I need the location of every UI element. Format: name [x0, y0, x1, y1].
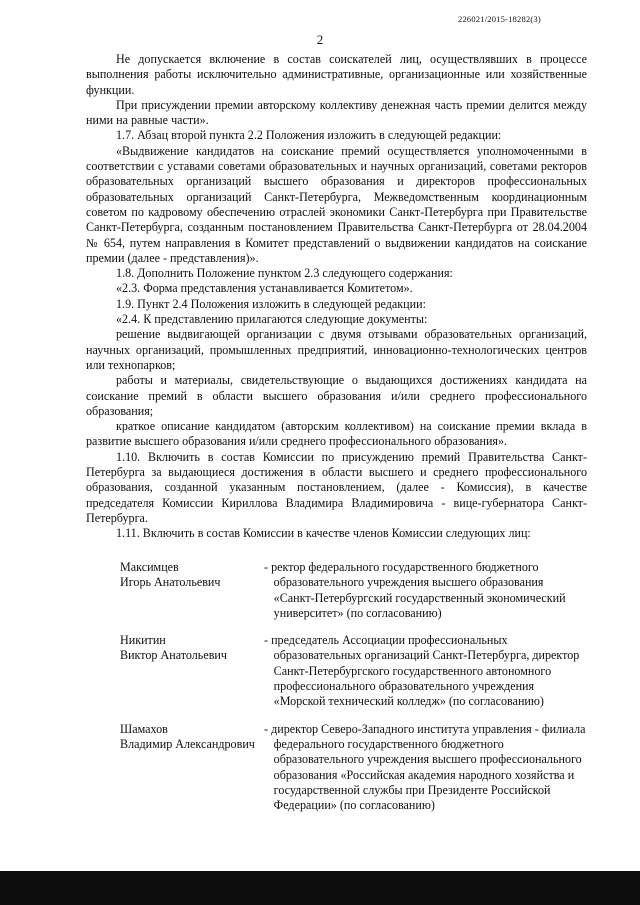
- member-role: - ректор федерального государственного бюджетного образовательного учреждения высшего образования «Санкт-Петербургский государственный экономический университет» (по согласованию): [264, 560, 587, 621]
- paragraph: 1.7. Абзац второй пункта 2.2 Положения изложить в следующей редакции:: [116, 128, 502, 143]
- member-entry: [86, 722, 587, 814]
- member-entry: [86, 633, 587, 709]
- paragraph: решение выдвигающей организации с двумя отзывами образовательных организаций, научных организаций, промышленных предприятий, инновационно-технологических центров или технопарков;: [86, 327, 587, 372]
- paragraph: 1.8. Дополнить Положение пунктом 2.3 следующего содержания:: [116, 266, 453, 281]
- member-surname: Шамахов: [120, 721, 168, 736]
- paragraph: 1.11. Включить в состав Комиссии в качестве членов Комиссии следующих лиц:: [116, 526, 531, 541]
- paragraph: При присуждении премии авторскому коллективу денежная часть премии делится между ними на равные части».: [86, 97, 587, 128]
- member-given-names: Виктор Анатольевич: [120, 648, 227, 663]
- member-name: [86, 633, 264, 709]
- document-body: [86, 52, 587, 542]
- member-surname: Максимцев: [120, 560, 179, 574]
- member-role: - председатель Ассоциации профессиональных образовательных организаций Санкт-Петербурга, директор Санкт-Петербургского государственного автономного профессионального образовательного учреждения «Морской технический колледж» (по согласованию): [264, 633, 587, 709]
- document-id: 226021/2015-18282(3): [458, 14, 541, 24]
- member-name: [86, 722, 264, 814]
- member-given-names: Владимир Александрович: [120, 736, 255, 751]
- paragraph: «2.3. Форма представления устанавливается Комитетом».: [116, 281, 413, 296]
- scan-bottom-edge: [0, 871, 640, 905]
- paragraph: 1.10. Включить в состав Комиссии по присуждению премий Правительства Санкт-Петербурга за выдающиеся достижения в области высшего и среднего профессионального образования, созданной указанным постановлением, (далее - Комиссия), в качестве председателя Комиссии Кириллова Владимира Владимировича - вице-губернатора Санкт-Петербурга.: [86, 449, 587, 525]
- paragraph: краткое описание кандидатом (авторским коллективом) на соискание премии вклада в развитие высшего образования и/или среднего профессионального образования».: [86, 419, 587, 449]
- paragraph: «Выдвижение кандидатов на соискание премий осуществляется уполномоченными в соответствии с уставами советами образовательных и научных организаций, советами ректоров образовательных организаций высшего образования и директоров профессиональных образовательных организаций Санкт-Петербурга, Межведомственным координационным советом по кадровому обеспечению отраслей экономики Санкт-Петербурга при Правительстве Санкт-Петербурга, созданным постановлением Правительства Санкт-Петербурга от 28.04.2004 № 654, путем направления в Комитет представлений о выдвижении кандидатов на соискание премии (далее - представления)».: [86, 143, 587, 265]
- paragraph: 1.9. Пункт 2.4 Положения изложить в следующей редакции:: [116, 296, 426, 311]
- paragraph: Не допускается включение в состав соискателей лиц, осуществлявших в процессе выполнения работы исключительно административные, организационные или хозяйственные функции.: [86, 52, 587, 97]
- commission-members-list: [86, 560, 587, 813]
- member-role: - директор Северо-Западного института управления - филиала федерального государственного бюджетного образовательного учреждения высшего профессионального образования «Российская академия народного хозяйства и государственной службы при Президенте Российской Федерации» (по согласованию): [264, 722, 587, 814]
- paragraph: «2.4. К представлению прилагаются следующие документы:: [116, 312, 428, 327]
- paragraph: работы и материалы, свидетельствующие о выдающихся достижениях кандидата на соискание премий в области высшего образования и/или среднего профессионального образования;: [86, 373, 587, 418]
- member-entry: [86, 560, 587, 621]
- member-given-names: Игорь Анатольевич: [120, 575, 221, 590]
- member-surname: Никитин: [120, 633, 166, 648]
- member-name: [86, 560, 264, 621]
- page-number: 2: [316, 32, 324, 47]
